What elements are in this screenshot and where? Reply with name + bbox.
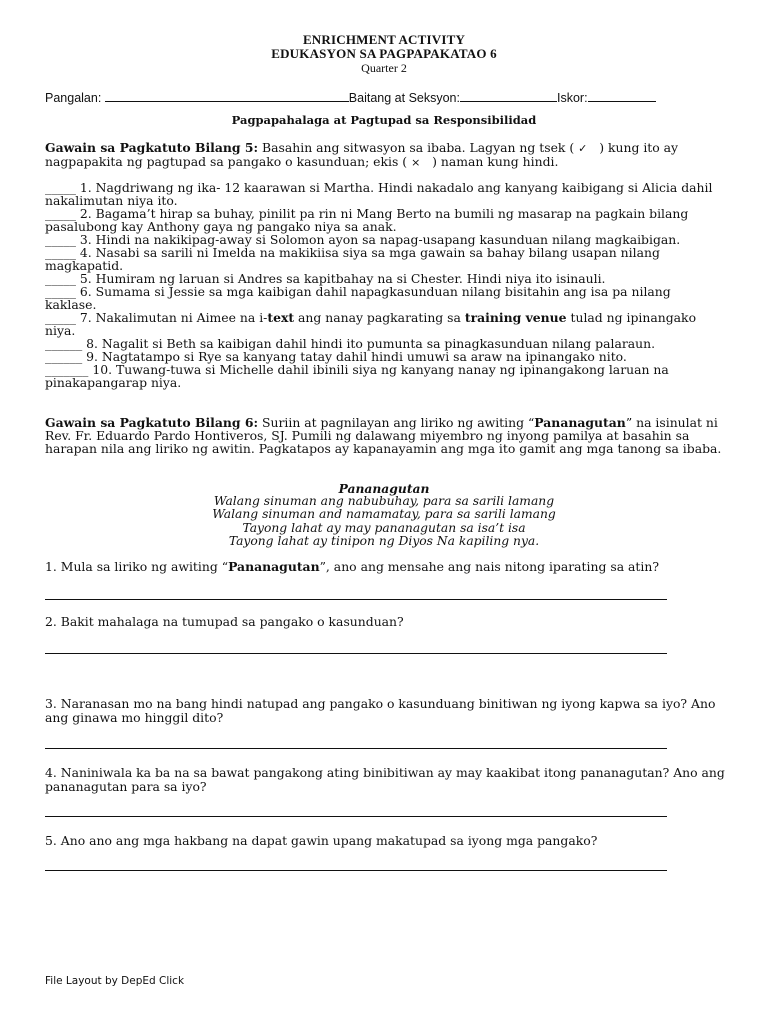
answer-blank[interactable]: _____ — [45, 245, 76, 260]
list-item: _____ 6. Sumama si Jessie sa mga kaibigan dahil napagkasunduan nilang bisitahin ang isa pa nilang kaklase. — [45, 284, 671, 312]
answer-blank[interactable]: _____ — [45, 232, 76, 247]
name-label: Pangalan: — [45, 91, 102, 105]
answer-line-2[interactable] — [45, 653, 667, 654]
poem-line: Walang sinuman and namamatay, para sa sarili lamang — [212, 507, 556, 522]
poem-lyrics — [0, 482, 768, 548]
question-1: 1. Mula sa liriko ng awiting “Pananagutan”, ano ang mensahe ang nais nitong iparating sa atin? — [45, 559, 659, 574]
score-label: Iskor: — [556, 91, 588, 105]
activity6-title: Gawain sa Pagkatuto Bilang 6: — [45, 415, 259, 430]
answer-blank[interactable]: _______ — [45, 362, 89, 377]
header-quarter: Quarter 2 — [361, 61, 407, 75]
activity5-instructions: Gawain sa Pagkatuto Bilang 5: Basahin ang sitwasyon sa ibaba. Lagyan ng tsek ( ✓ ) kung ito ay nagpapakita ng pagtupad sa pangako o kasunduan; ekis ( × ) naman kung hindi. — [45, 140, 679, 169]
x-mark-icon: × — [411, 156, 421, 169]
list-item: ______ 8. Nagalit si Beth sa kaibigan dahil hindi ito pumunta sa pinagkasunduan nilang palaraun. — [45, 336, 656, 351]
list-item: _____ 1. Nagdriwang ng ika- 12 kaarawan si Martha. Hindi nakadalo ang kanyang kaibigang si Alicia dahil nakalimutan niya ito. — [45, 180, 713, 208]
activity6-section — [45, 416, 725, 455]
poem-title: Pananagutan — [338, 481, 430, 496]
header-title: ENRICHMENT ACTIVITY — [302, 32, 466, 47]
list-item: _____ 2. Bagama’t hirap sa buhay, pinilit pa rin ni Mang Berto na bumili ng masarap na pagkain bilang pasalubong kay Anthony gaya ng pangako niya sa anak. — [45, 206, 689, 234]
answer-blank[interactable]: _____ — [45, 310, 76, 325]
poem-line: Walang sinuman ang nabubuhay, para sa sarili lamang — [213, 494, 555, 509]
activity5-section — [45, 141, 725, 169]
answer-line-5[interactable] — [45, 870, 667, 871]
answer-line-3[interactable] — [45, 748, 667, 749]
header-subject: EDUKASYON SA PAGPAPAKATAO 6 — [271, 46, 497, 61]
activity5-items — [45, 181, 725, 389]
grade-section-blank[interactable] — [460, 89, 557, 102]
footer-credit: File Layout by DepEd Click — [45, 975, 185, 987]
poem-line: Tayong lahat ay may pananagutan sa isa’t isa — [242, 520, 526, 535]
list-item: _____ 5. Humiram ng laruan si Andres sa kapitbahay na si Chester. Hindi niya ito isinauli. — [45, 271, 606, 286]
answer-line-1[interactable] — [45, 599, 667, 600]
answer-blank[interactable]: ______ — [45, 349, 83, 364]
list-item: _____ 7. Nakalimutan ni Aimee na i-text ang nanay pagkarating sa training venue tulad ng ipinangako niya. — [45, 310, 697, 338]
poem-line: Tayong lahat ay tinipon ng Diyos Na kapiling nya. — [228, 533, 540, 548]
answer-blank[interactable]: _____ — [45, 206, 76, 221]
list-item: _______ 10. Tuwang-tuwa si Michelle dahil ibinili siya ng kanyang nanay ng ipinangakong laruan na pinakapangarap niya. — [45, 362, 669, 390]
grade-section-label: Baitang at Seksyon: — [348, 91, 460, 105]
activity6-instructions: Gawain sa Pagkatuto Bilang 6: Suriin at pagnilayan ang liriko ng awiting “Pananagutan” na isinulat ni Rev. Fr. Eduardo Pardo Hontiveros, SJ. Pumili ng dalawang miyembro ng inyong pamilya at basahin sa harapan nila ang liriko ng awitin. Pagkatapos ay kapanayamin ang mga ito gamit ang mga tanong sa ibaba. — [45, 415, 722, 456]
question-5: 5. Ano ano ang mga hakbang na dapat gawin upang makatupad sa iyong mga pangako? — [45, 833, 598, 848]
activity5-title: Gawain sa Pagkatuto Bilang 5: — [45, 140, 259, 155]
score-blank[interactable] — [588, 89, 656, 102]
answer-blank[interactable]: _____ — [45, 271, 76, 286]
name-blank[interactable] — [105, 89, 349, 102]
question-4: 4. Naniniwala ka ba na sa bawat pangakong ating binibitiwan ay may kaakibat itong pananagutan? Ano ang pananagutan para sa iyo? — [45, 765, 725, 794]
lesson-subtitle: Pagpapahalaga at Pagtupad sa Responsibilidad — [231, 113, 537, 127]
list-item: ______ 9. Nagtatampo si Rye sa kanyang tatay dahil hindi umuwi sa araw na ipinangako nito. — [45, 349, 627, 364]
question-2: 2. Bakit mahalaga na tumupad sa pangako o kasunduan? — [45, 614, 404, 629]
answer-line-4[interactable] — [45, 816, 667, 817]
answer-blank[interactable]: _____ — [45, 180, 76, 195]
list-item: _____ 3. Hindi na nakikipag-away si Solomon ayon sa napag-usapang kasunduan nilang magkaibigan. — [45, 232, 681, 247]
question-3: 3. Naranasan mo na bang hindi natupad ang pangako o kasunduang binitiwan ng iyong kapwa sa iyo? Ano ang ginawa mo hinggil dito? — [45, 696, 716, 725]
list-item: _____ 4. Nasabi sa sarili ni Imelda na makikiisa siya sa mga gawain sa bahay bilang usapan nilang magkapatid. — [45, 245, 660, 273]
answer-blank[interactable]: ______ — [45, 336, 83, 351]
answer-blank[interactable]: _____ — [45, 284, 76, 299]
student-info-line — [45, 89, 725, 105]
check-icon: ✓ — [578, 142, 588, 155]
